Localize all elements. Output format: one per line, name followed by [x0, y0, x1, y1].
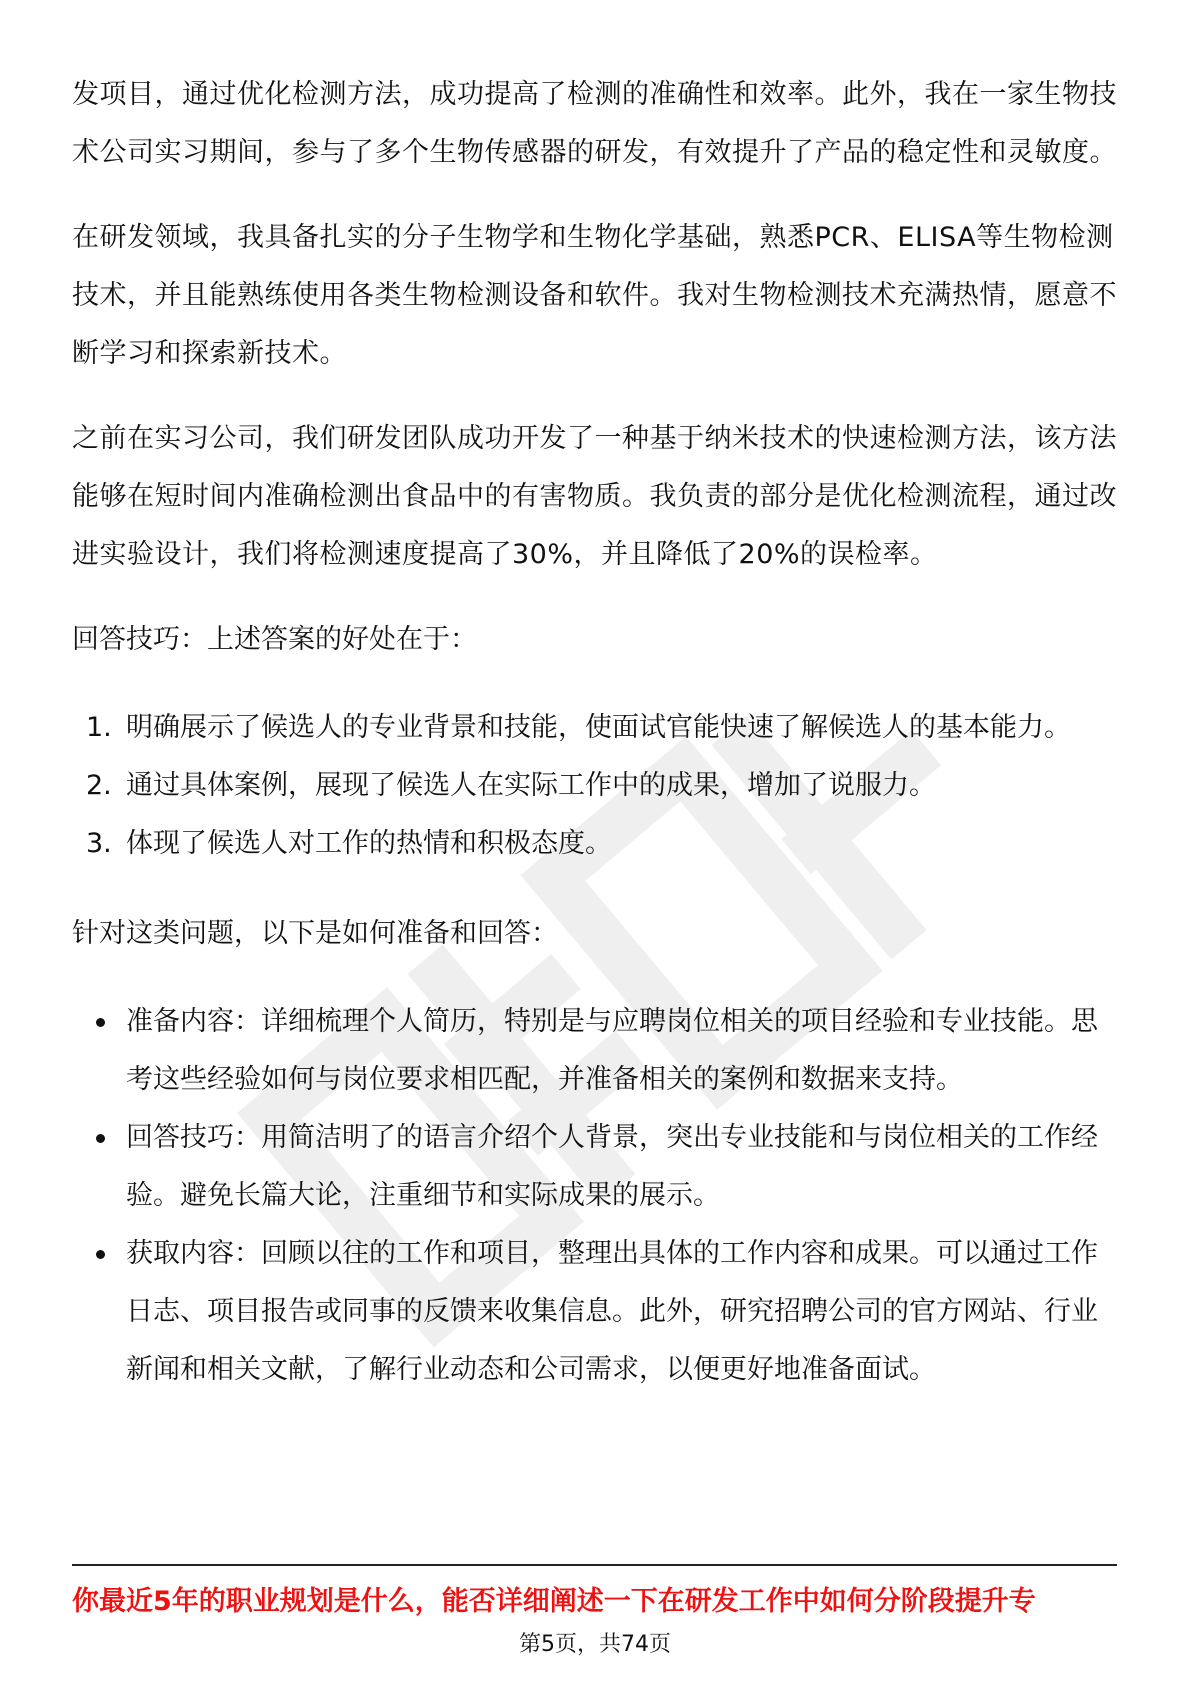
tips-heading: 回答技巧：上述答案的好处在于： [72, 624, 477, 655]
paragraph-internship-case: 之前在实习公司，我们研发团队成功开发了一种基于纳米技术的快速检测方法，该方法能够在短时间内准确检测出食品中的有害物质。我负责的部分是优化检测流程，通过改进实验设计，我们将检测速度提高了30%，并且降低了20%的误检率。 [72, 423, 1117, 570]
bullet-icon [96, 1250, 105, 1259]
footer-divider [72, 1564, 1117, 1566]
paragraph-research-skills: 在研发领域，我具备扎实的分子生物学和生物化学基础，熟悉PCR、ELISA等生物检测技术，并且能熟练使用各类生物检测设备和软件。我对生物检测技术充满热情，愿意不断学习和探索新技术。 [72, 222, 1117, 369]
list-item [72, 1225, 1117, 1399]
prep-list [72, 993, 1117, 1399]
next-question-title: 你最近5年的职业规划是什么，能否详细阐述一下在研发工作中如何分阶段提升专 [72, 1586, 1036, 1617]
list-item-text: 准备内容：详细梳理个人简历，特别是与应聘岗位相关的项目经验和专业技能。思考这些经验如何与岗位要求相匹配，并准备相关的案例和数据来支持。 [126, 1006, 1098, 1095]
list-item-text: 回答技巧：用简洁明了的语言介绍个人背景，突出专业技能和与岗位相关的工作经验。避免长篇大论，注重细节和实际成果的展示。 [126, 1122, 1098, 1211]
list-item [72, 699, 1117, 757]
list-item [72, 815, 1117, 873]
list-item [72, 993, 1117, 1109]
main-content [72, 66, 1117, 1431]
bullet-icon [96, 1018, 105, 1027]
paragraph-project-experience: 发项目，通过优化检测方法，成功提高了检测的准确性和效率。此外，我在一家生物技术公司实习期间，参与了多个生物传感器的研发，有效提升了产品的稳定性和灵敏度。 [72, 79, 1117, 168]
list-number: 1. [86, 712, 112, 743]
tips-list [72, 699, 1117, 873]
list-number: 2. [86, 770, 112, 801]
list-item [72, 757, 1117, 815]
list-item-text: 明确展示了候选人的专业背景和技能，使面试官能快速了解候选人的基本能力。 [126, 712, 1071, 743]
list-item-text: 通过具体案例，展现了候选人在实际工作中的成果，增加了说服力。 [126, 770, 936, 801]
list-item [72, 1109, 1117, 1225]
list-number: 3. [86, 828, 112, 859]
bullet-icon [96, 1134, 105, 1143]
page-number: 第5页，共74页 [519, 1632, 671, 1657]
prep-heading: 针对这类问题，以下是如何准备和回答： [72, 918, 558, 949]
list-item-text: 体现了候选人对工作的热情和积极态度。 [126, 828, 612, 859]
list-item-text: 获取内容：回顾以往的工作和项目，整理出具体的工作内容和成果。可以通过工作日志、项目报告或同事的反馈来收集信息。此外，研究招聘公司的官方网站、行业新闻和相关文献，了解行业动态和公司需求，以便更好地准备面试。 [126, 1238, 1098, 1385]
